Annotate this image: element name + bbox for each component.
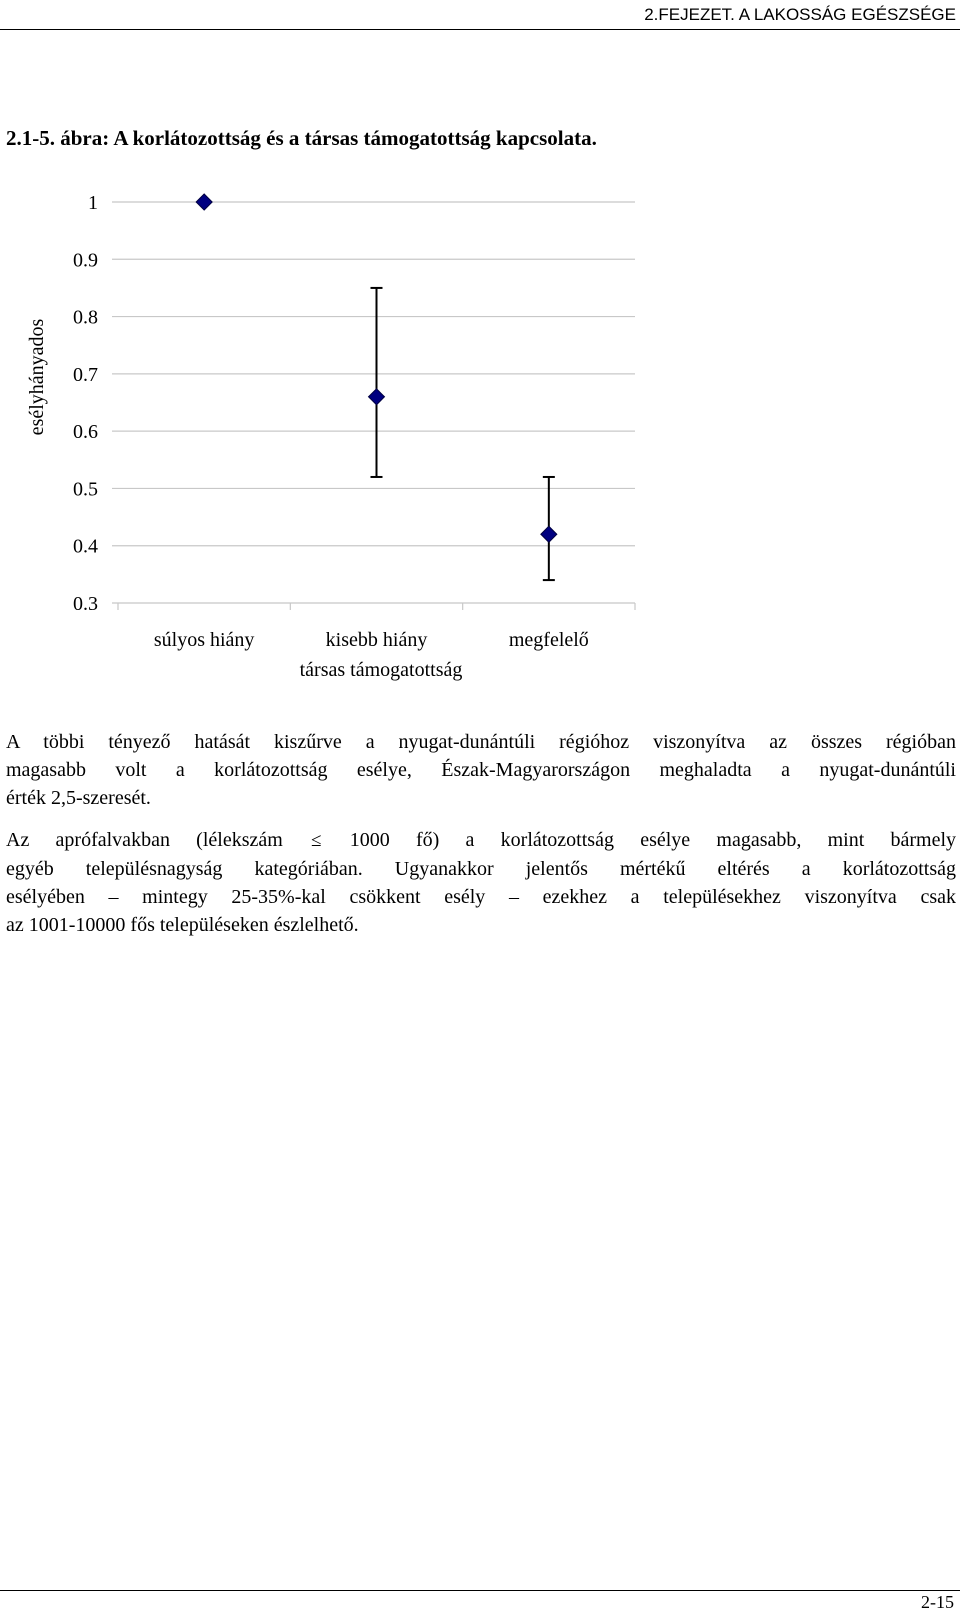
y-tick-label: 0.5 (73, 478, 98, 501)
paragraph-line: esélyében – mintegy 25-35%-kal csökkent esély – ezekhez a településekhez viszonyítva csak (6, 886, 956, 908)
y-tick-label: 0.3 (73, 593, 98, 615)
data-point-diamond (369, 389, 385, 405)
paragraph-line: az 1001-10000 fős településeken észlelhető. (6, 914, 359, 936)
footer-rule (0, 1590, 960, 1591)
y-tick-label: 1 (88, 192, 98, 214)
paragraph-line: érték 2,5-szeresét. (6, 787, 151, 809)
paragraph-line: A többi tényező hatását kiszűrve a nyugat-dunántúli régióhoz viszonyítva az összes régióban (6, 731, 956, 753)
y-tick-label: 0.7 (73, 363, 98, 386)
y-tick-label: 0.6 (73, 421, 98, 444)
data-point-diamond (541, 526, 557, 542)
paragraph-text: Az aprófalvakban (lélekszám (6, 829, 283, 851)
y-tick-labels (73, 192, 98, 615)
paragraph-region-comparison (6, 728, 956, 812)
y-tick-label: 0.8 (73, 306, 98, 329)
x-category-labels (154, 629, 589, 651)
x-category-label: kisebb hiány (325, 629, 428, 651)
less-equal-symbol: ≤ (311, 830, 322, 851)
odds-ratio-chart (0, 180, 700, 700)
y-tick-label: 0.4 (73, 535, 98, 558)
figure-caption: 2.1-5. ábra: A korlátozottság és a társas támogatottság kapcsolata. (6, 126, 597, 150)
x-axis (118, 603, 635, 610)
paragraph-line (6, 826, 956, 855)
error-bars (371, 288, 555, 580)
x-category-label: súlyos hiány (153, 629, 255, 651)
gridlines (112, 202, 635, 603)
paragraph-text: 1000 fő) a korlátozottság esélye magasabb, mint bármely (349, 829, 957, 851)
y-tick-label: 0.9 (73, 249, 98, 272)
running-title: 2.FEJEZET. A LAKOSSÁG EGÉSZSÉGE (644, 5, 956, 24)
page-number: 2-15 (921, 1592, 954, 1612)
running-header (0, 0, 960, 32)
paragraph-line: magasabb volt a korlátozottság esélye, Észak-Magyarországon meghaladta a nyugat-dunántúli (6, 759, 956, 781)
header-rule (0, 29, 960, 30)
paragraph-settlement-size (6, 826, 956, 939)
x-axis-label: társas támogatottság (299, 659, 463, 681)
x-category-label: megfelelő (508, 629, 589, 651)
y-axis-label: esélyhányados (26, 318, 48, 436)
paragraph-line: egyéb településnagyság kategóriában. Ugyanakkor jelentős mértékű eltérés a korlátozottság (6, 858, 956, 880)
data-point-diamond (196, 194, 212, 210)
